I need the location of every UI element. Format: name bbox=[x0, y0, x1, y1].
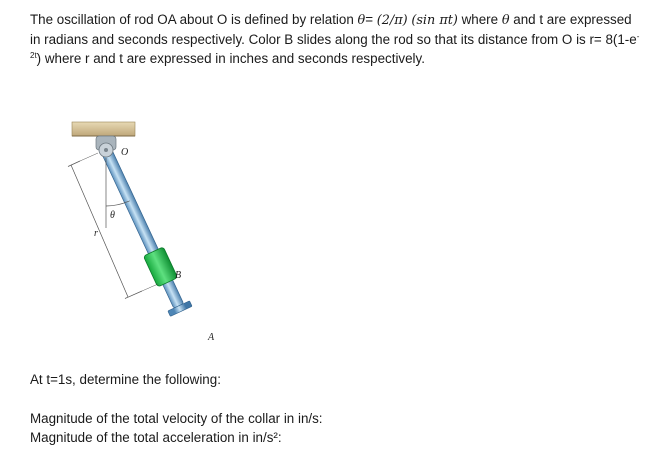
rod-oa bbox=[101, 148, 184, 309]
sine-expression: (sin πt) bbox=[411, 13, 458, 28]
coefficient-expression: (2/π) bbox=[376, 13, 408, 28]
dimension-tick-bottom bbox=[125, 291, 142, 299]
label-o: O bbox=[121, 147, 129, 158]
exponent: -2t bbox=[30, 32, 640, 60]
extension-line-top bbox=[80, 153, 98, 161]
acceleration-question: Magnitude of the total acceleration in in/s²: bbox=[30, 430, 282, 445]
problem-statement bbox=[30, 10, 640, 68]
theta-symbol: θ bbox=[357, 13, 366, 28]
label-theta: θ bbox=[110, 210, 115, 221]
problem-text-1: The oscillation of rod OA about O is defined by relation bbox=[30, 12, 358, 27]
equals-sign: = bbox=[365, 12, 377, 27]
dimension-tick-top bbox=[68, 161, 80, 167]
rod-diagram bbox=[60, 118, 260, 363]
label-a: A bbox=[208, 332, 215, 343]
rod-assembly bbox=[95, 145, 192, 316]
problem-text-2: where bbox=[457, 12, 502, 27]
question-intro: At t=1s, determine the following: bbox=[30, 372, 221, 387]
problem-text-4: ) where r and t are expressed in inches and seconds respectively. bbox=[36, 51, 425, 66]
rod-collar-figure bbox=[60, 118, 260, 363]
label-b: B bbox=[175, 270, 182, 281]
ceiling-support bbox=[72, 122, 135, 136]
label-r: r bbox=[94, 228, 98, 239]
theta-symbol-2: θ bbox=[501, 13, 510, 28]
pivot-pin bbox=[104, 148, 108, 152]
question-list bbox=[30, 409, 630, 447]
problem-text-3: and t are expressed in radians and seconds respectively. Color B slides along the rod so that its distance from O is r= 8(1-e bbox=[30, 12, 637, 47]
extension-line-bottom bbox=[142, 284, 158, 291]
velocity-question: Magnitude of the total velocity of the collar in in/s: bbox=[30, 411, 323, 426]
